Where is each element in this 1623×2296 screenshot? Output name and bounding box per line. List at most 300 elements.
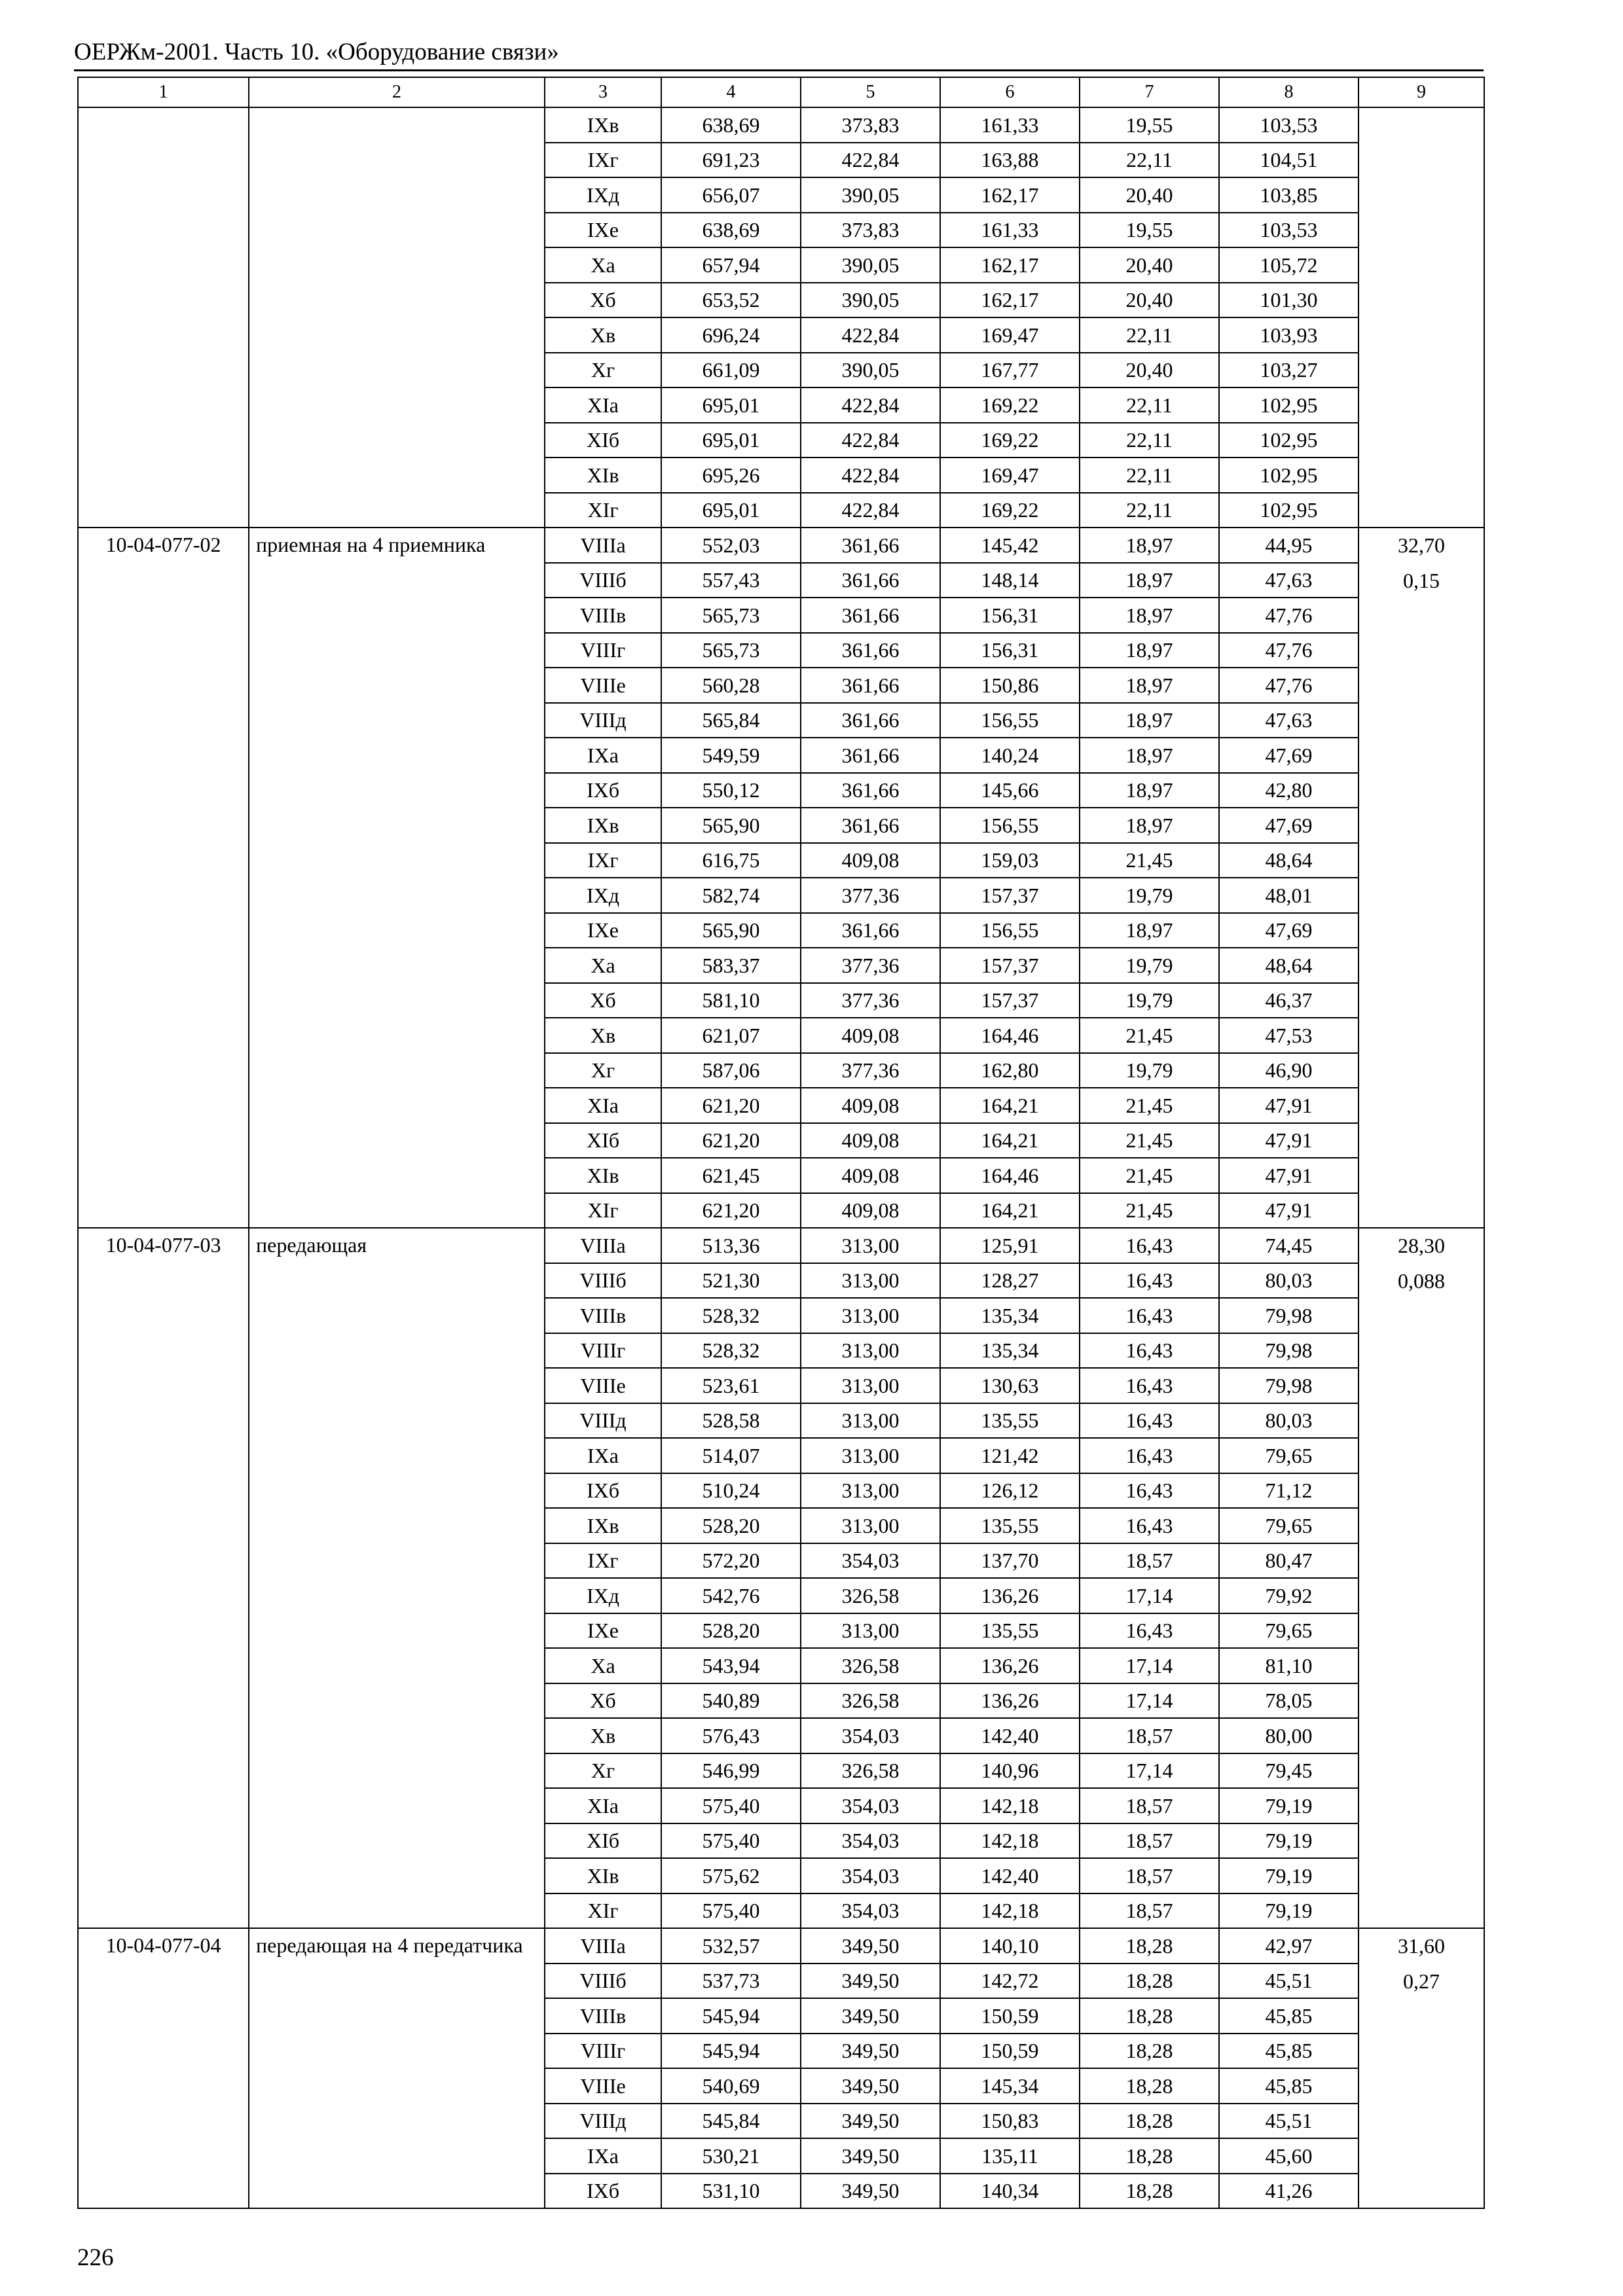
value-cell: 528,20 <box>661 1613 801 1649</box>
value-cell: 103,85 <box>1219 177 1359 213</box>
column-number: 3 <box>545 77 661 107</box>
value-cell: 47,63 <box>1219 563 1359 598</box>
value-cell: 18,97 <box>1080 668 1219 703</box>
value-cell: 126,12 <box>940 1473 1080 1509</box>
extra-value: 31,60 <box>1398 1934 1445 1958</box>
value-cell: 17,14 <box>1080 1578 1219 1613</box>
value-cell: 47,63 <box>1219 703 1359 738</box>
value-cell: 621,45 <box>661 1158 801 1193</box>
zone-cell: IXг <box>545 843 661 878</box>
value-cell: 162,17 <box>940 177 1080 213</box>
value-cell: 409,08 <box>801 1158 940 1193</box>
value-cell: 45,51 <box>1219 1964 1359 1999</box>
value-cell: 409,08 <box>801 843 940 878</box>
value-cell: 45,85 <box>1219 2068 1359 2104</box>
value-cell: 695,26 <box>661 457 801 493</box>
value-cell: 313,00 <box>801 1438 940 1473</box>
value-cell: 145,34 <box>940 2068 1080 2104</box>
value-cell: 523,61 <box>661 1368 801 1403</box>
value-cell: 130,63 <box>940 1368 1080 1403</box>
value-cell: 575,40 <box>661 1788 801 1823</box>
value-cell: 47,69 <box>1219 738 1359 773</box>
value-cell: 549,59 <box>661 738 801 773</box>
value-cell: 18,28 <box>1080 2138 1219 2174</box>
value-cell: 576,43 <box>661 1718 801 1753</box>
value-cell: 422,84 <box>801 423 940 458</box>
value-cell: 47,53 <box>1219 1018 1359 1053</box>
value-cell: 326,58 <box>801 1753 940 1789</box>
value-cell: 377,36 <box>801 1053 940 1088</box>
value-cell: 532,57 <box>661 1928 801 1964</box>
value-cell: 361,66 <box>801 738 940 773</box>
column-numbers-row <box>78 77 1484 107</box>
value-cell: 103,27 <box>1219 353 1359 388</box>
value-cell: 156,55 <box>940 913 1080 948</box>
value-cell: 21,45 <box>1080 1123 1219 1158</box>
value-cell: 142,18 <box>940 1893 1080 1929</box>
zone-cell: IXв <box>545 808 661 843</box>
value-cell: 79,19 <box>1219 1893 1359 1929</box>
value-cell: 102,95 <box>1219 457 1359 493</box>
value-cell: 18,57 <box>1080 1718 1219 1753</box>
value-cell: 47,91 <box>1219 1193 1359 1229</box>
value-cell: 79,65 <box>1219 1508 1359 1543</box>
value-cell: 102,95 <box>1219 387 1359 423</box>
zone-cell: Xв <box>545 317 661 353</box>
zone-cell: IXа <box>545 738 661 773</box>
zone-cell: VIIIг <box>545 1333 661 1369</box>
rates-table <box>77 77 1485 2209</box>
value-cell: 20,40 <box>1080 283 1219 318</box>
value-cell: 587,06 <box>661 1053 801 1088</box>
page-number: 226 <box>77 2244 114 2271</box>
value-cell: 552,03 <box>661 528 801 563</box>
zone-cell: VIIIе <box>545 2068 661 2104</box>
value-cell: 583,37 <box>661 948 801 983</box>
value-cell: 575,40 <box>661 1823 801 1859</box>
table-body <box>78 77 1484 2208</box>
value-cell: 565,73 <box>661 598 801 633</box>
value-cell: 349,50 <box>801 1928 940 1964</box>
value-cell: 148,14 <box>940 563 1080 598</box>
value-cell: 528,58 <box>661 1403 801 1439</box>
value-cell: 18,97 <box>1080 633 1219 668</box>
value-cell: 22,11 <box>1080 493 1219 528</box>
zone-cell: VIIIб <box>545 563 661 598</box>
value-cell: 163,88 <box>940 143 1080 178</box>
value-cell: 565,90 <box>661 808 801 843</box>
value-cell: 377,36 <box>801 948 940 983</box>
value-cell: 162,80 <box>940 1053 1080 1088</box>
value-cell: 45,51 <box>1219 2104 1359 2139</box>
value-cell: 136,26 <box>940 1578 1080 1613</box>
zone-cell: XIб <box>545 1823 661 1859</box>
value-cell: 18,97 <box>1080 738 1219 773</box>
value-cell: 409,08 <box>801 1018 940 1053</box>
value-cell: 361,66 <box>801 668 940 703</box>
value-cell: 20,40 <box>1080 353 1219 388</box>
value-cell: 19,55 <box>1080 107 1219 143</box>
value-cell: 18,97 <box>1080 703 1219 738</box>
zone-cell: IXг <box>545 1543 661 1579</box>
zone-cell: XIв <box>545 1858 661 1893</box>
value-cell: 18,57 <box>1080 1858 1219 1893</box>
value-cell: 79,98 <box>1219 1298 1359 1333</box>
value-cell: 17,14 <box>1080 1753 1219 1789</box>
zone-cell: Xб <box>545 1683 661 1719</box>
value-cell: 22,11 <box>1080 143 1219 178</box>
value-cell: 653,52 <box>661 283 801 318</box>
value-cell: 313,00 <box>801 1403 940 1439</box>
zone-cell: VIIIг <box>545 2034 661 2069</box>
value-cell: 545,94 <box>661 2034 801 2069</box>
value-cell: 102,95 <box>1219 423 1359 458</box>
value-cell: 349,50 <box>801 2034 940 2069</box>
value-cell: 530,21 <box>661 2138 801 2174</box>
value-cell: 537,73 <box>661 1964 801 1999</box>
value-cell: 22,11 <box>1080 387 1219 423</box>
value-cell: 45,60 <box>1219 2138 1359 2174</box>
value-cell: 565,84 <box>661 703 801 738</box>
value-cell: 21,45 <box>1080 1088 1219 1123</box>
extra-value: 0,088 <box>1398 1268 1445 1293</box>
value-cell: 47,91 <box>1219 1158 1359 1193</box>
value-cell: 161,33 <box>940 107 1080 143</box>
value-cell: 540,89 <box>661 1683 801 1719</box>
value-cell: 18,28 <box>1080 1964 1219 1999</box>
value-cell: 18,28 <box>1080 2034 1219 2069</box>
value-cell: 16,43 <box>1080 1263 1219 1299</box>
value-cell: 521,30 <box>661 1263 801 1299</box>
value-cell: 18,28 <box>1080 1998 1219 2034</box>
value-cell: 71,12 <box>1219 1473 1359 1509</box>
value-cell: 361,66 <box>801 808 940 843</box>
zone-cell: IXб <box>545 773 661 808</box>
value-cell: 18,28 <box>1080 2174 1219 2209</box>
value-cell: 150,83 <box>940 2104 1080 2139</box>
value-cell: 103,93 <box>1219 317 1359 353</box>
value-cell: 137,70 <box>940 1543 1080 1579</box>
value-cell: 543,94 <box>661 1648 801 1683</box>
value-cell: 136,26 <box>940 1683 1080 1719</box>
value-cell: 510,24 <box>661 1473 801 1509</box>
value-cell: 354,03 <box>801 1788 940 1823</box>
value-cell: 16,43 <box>1080 1403 1219 1439</box>
value-cell: 16,43 <box>1080 1613 1219 1649</box>
value-cell: 18,97 <box>1080 598 1219 633</box>
column-number: 7 <box>1080 77 1219 107</box>
value-cell: 18,57 <box>1080 1788 1219 1823</box>
value-cell: 140,34 <box>940 2174 1080 2209</box>
value-cell: 18,97 <box>1080 563 1219 598</box>
value-cell: 136,26 <box>940 1648 1080 1683</box>
value-cell: 41,26 <box>1219 2174 1359 2209</box>
value-cell: 16,43 <box>1080 1228 1219 1263</box>
value-cell: 560,28 <box>661 668 801 703</box>
value-cell: 20,40 <box>1080 177 1219 213</box>
column-number: 9 <box>1359 77 1484 107</box>
value-cell: 48,64 <box>1219 843 1359 878</box>
value-cell: 390,05 <box>801 283 940 318</box>
value-cell: 80,03 <box>1219 1403 1359 1439</box>
extra-value: 32,70 <box>1398 533 1445 557</box>
value-cell: 157,37 <box>940 983 1080 1018</box>
value-cell: 19,79 <box>1080 878 1219 913</box>
value-cell: 17,14 <box>1080 1648 1219 1683</box>
zone-cell: IXд <box>545 177 661 213</box>
value-cell: 44,95 <box>1219 528 1359 563</box>
value-cell: 42,97 <box>1219 1928 1359 1964</box>
value-cell: 390,05 <box>801 247 940 283</box>
value-cell: 354,03 <box>801 1823 940 1859</box>
value-cell: 142,40 <box>940 1858 1080 1893</box>
value-cell: 349,50 <box>801 2138 940 2174</box>
value-cell: 150,59 <box>940 2034 1080 2069</box>
zone-cell: Xг <box>545 353 661 388</box>
value-cell: 79,19 <box>1219 1858 1359 1893</box>
value-cell: 349,50 <box>801 2174 940 2209</box>
value-cell: 695,01 <box>661 387 801 423</box>
value-cell: 18,28 <box>1080 2104 1219 2139</box>
column-number: 1 <box>78 77 249 107</box>
zone-cell: IXа <box>545 1438 661 1473</box>
column-number: 2 <box>249 77 545 107</box>
value-cell: 373,83 <box>801 107 940 143</box>
value-cell: 361,66 <box>801 598 940 633</box>
zone-cell: VIIIе <box>545 668 661 703</box>
value-cell: 164,46 <box>940 1018 1080 1053</box>
value-cell: 150,59 <box>940 1998 1080 2034</box>
value-cell: 103,53 <box>1219 213 1359 248</box>
value-cell: 79,65 <box>1219 1438 1359 1473</box>
zone-cell: XIг <box>545 1193 661 1229</box>
value-cell: 638,69 <box>661 107 801 143</box>
value-cell: 361,66 <box>801 633 940 668</box>
zone-cell: XIа <box>545 1788 661 1823</box>
zone-cell: XIв <box>545 457 661 493</box>
value-cell: 616,75 <box>661 843 801 878</box>
value-cell: 78,05 <box>1219 1683 1359 1719</box>
zone-cell: VIIIв <box>545 1298 661 1333</box>
value-cell: 79,19 <box>1219 1823 1359 1859</box>
value-cell: 79,45 <box>1219 1753 1359 1789</box>
rate-name: передающая <box>249 1228 545 1928</box>
rate-name: приемная на 4 приемника <box>249 528 545 1228</box>
value-cell: 326,58 <box>801 1578 940 1613</box>
value-cell: 621,07 <box>661 1018 801 1053</box>
value-cell: 22,11 <box>1080 317 1219 353</box>
value-cell: 47,69 <box>1219 808 1359 843</box>
value-cell: 661,09 <box>661 353 801 388</box>
column-number: 8 <box>1219 77 1359 107</box>
value-cell: 145,42 <box>940 528 1080 563</box>
value-cell: 18,28 <box>1080 2068 1219 2104</box>
value-cell: 540,69 <box>661 2068 801 2104</box>
extra-value: 28,30 <box>1398 1234 1445 1257</box>
value-cell: 22,11 <box>1080 423 1219 458</box>
table-row <box>78 1928 1484 1964</box>
value-cell: 18,97 <box>1080 808 1219 843</box>
zone-cell: IXг <box>545 143 661 178</box>
value-cell: 313,00 <box>801 1368 940 1403</box>
value-cell: 621,20 <box>661 1123 801 1158</box>
value-cell: 575,62 <box>661 1858 801 1893</box>
value-cell: 104,51 <box>1219 143 1359 178</box>
extra-values <box>1359 1928 1484 2208</box>
value-cell: 528,20 <box>661 1508 801 1543</box>
value-cell: 313,00 <box>801 1613 940 1649</box>
rate-name: передающая на 4 передатчика <box>249 1928 545 2208</box>
value-cell: 105,72 <box>1219 247 1359 283</box>
zone-cell: VIIIг <box>545 633 661 668</box>
rate-name <box>249 107 545 528</box>
value-cell: 45,85 <box>1219 2034 1359 2069</box>
value-cell: 18,97 <box>1080 913 1219 948</box>
value-cell: 21,45 <box>1080 843 1219 878</box>
zone-cell: VIIIа <box>545 528 661 563</box>
extra-value: 0,15 <box>1403 568 1440 592</box>
value-cell: 361,66 <box>801 563 940 598</box>
value-cell: 79,19 <box>1219 1788 1359 1823</box>
value-cell: 150,86 <box>940 668 1080 703</box>
value-cell: 565,90 <box>661 913 801 948</box>
table-row <box>78 107 1484 143</box>
value-cell: 157,37 <box>940 948 1080 983</box>
value-cell: 140,96 <box>940 1753 1080 1789</box>
zone-cell: Xа <box>545 1648 661 1683</box>
value-cell: 422,84 <box>801 493 940 528</box>
value-cell: 156,55 <box>940 808 1080 843</box>
value-cell: 22,11 <box>1080 457 1219 493</box>
rate-code: 10-04-077-04 <box>78 1928 249 2208</box>
value-cell: 422,84 <box>801 317 940 353</box>
value-cell: 169,47 <box>940 317 1080 353</box>
value-cell: 161,33 <box>940 213 1080 248</box>
zone-cell: IXв <box>545 107 661 143</box>
value-cell: 80,47 <box>1219 1543 1359 1579</box>
value-cell: 20,40 <box>1080 247 1219 283</box>
value-cell: 156,31 <box>940 598 1080 633</box>
value-cell: 81,10 <box>1219 1648 1359 1683</box>
value-cell: 354,03 <box>801 1543 940 1579</box>
value-cell: 409,08 <box>801 1123 940 1158</box>
value-cell: 48,01 <box>1219 878 1359 913</box>
value-cell: 16,43 <box>1080 1438 1219 1473</box>
value-cell: 16,43 <box>1080 1333 1219 1369</box>
value-cell: 125,91 <box>940 1228 1080 1263</box>
value-cell: 377,36 <box>801 983 940 1018</box>
zone-cell: Xа <box>545 247 661 283</box>
value-cell: 47,91 <box>1219 1123 1359 1158</box>
value-cell: 621,20 <box>661 1088 801 1123</box>
value-cell: 513,36 <box>661 1228 801 1263</box>
value-cell: 528,32 <box>661 1298 801 1333</box>
value-cell: 128,27 <box>940 1263 1080 1299</box>
value-cell: 142,40 <box>940 1718 1080 1753</box>
value-cell: 80,00 <box>1219 1718 1359 1753</box>
value-cell: 545,84 <box>661 2104 801 2139</box>
zone-cell: Xв <box>545 1718 661 1753</box>
value-cell: 18,57 <box>1080 1543 1219 1579</box>
value-cell: 21,45 <box>1080 1158 1219 1193</box>
value-cell: 354,03 <box>801 1858 940 1893</box>
zone-cell: Xг <box>545 1053 661 1088</box>
value-cell: 16,43 <box>1080 1508 1219 1543</box>
zone-cell: Xв <box>545 1018 661 1053</box>
zone-cell: VIIIд <box>545 1403 661 1439</box>
value-cell: 164,21 <box>940 1088 1080 1123</box>
value-cell: 142,18 <box>940 1823 1080 1859</box>
value-cell: 156,55 <box>940 703 1080 738</box>
value-cell: 101,30 <box>1219 283 1359 318</box>
value-cell: 162,17 <box>940 283 1080 318</box>
value-cell: 528,32 <box>661 1333 801 1369</box>
value-cell: 135,55 <box>940 1613 1080 1649</box>
value-cell: 349,50 <box>801 1998 940 2034</box>
value-cell: 18,97 <box>1080 528 1219 563</box>
value-cell: 46,37 <box>1219 983 1359 1018</box>
table-row <box>78 1228 1484 1263</box>
value-cell: 164,46 <box>940 1158 1080 1193</box>
value-cell: 140,10 <box>940 1928 1080 1964</box>
value-cell: 695,01 <box>661 493 801 528</box>
value-cell: 135,55 <box>940 1403 1080 1439</box>
value-cell: 550,12 <box>661 773 801 808</box>
zone-cell: XIб <box>545 1123 661 1158</box>
value-cell: 422,84 <box>801 387 940 423</box>
value-cell: 691,23 <box>661 143 801 178</box>
value-cell: 102,95 <box>1219 493 1359 528</box>
value-cell: 169,22 <box>940 423 1080 458</box>
value-cell: 80,03 <box>1219 1263 1359 1299</box>
value-cell: 313,00 <box>801 1228 940 1263</box>
value-cell: 313,00 <box>801 1298 940 1333</box>
value-cell: 313,00 <box>801 1263 940 1299</box>
rate-code <box>78 107 249 528</box>
value-cell: 18,28 <box>1080 1928 1219 1964</box>
value-cell: 18,97 <box>1080 773 1219 808</box>
extra-value: 0,27 <box>1403 1969 1440 1993</box>
zone-cell: VIIIд <box>545 703 661 738</box>
column-number: 5 <box>801 77 940 107</box>
value-cell: 164,21 <box>940 1123 1080 1158</box>
value-cell: 47,69 <box>1219 913 1359 948</box>
value-cell: 74,45 <box>1219 1228 1359 1263</box>
value-cell: 349,50 <box>801 1964 940 1999</box>
value-cell: 565,73 <box>661 633 801 668</box>
value-cell: 159,03 <box>940 843 1080 878</box>
value-cell: 361,66 <box>801 528 940 563</box>
value-cell: 21,45 <box>1080 1018 1219 1053</box>
value-cell: 79,92 <box>1219 1578 1359 1613</box>
value-cell: 546,99 <box>661 1753 801 1789</box>
zone-cell: IXб <box>545 2174 661 2209</box>
column-number: 6 <box>940 77 1080 107</box>
value-cell: 19,79 <box>1080 1053 1219 1088</box>
value-cell: 167,77 <box>940 353 1080 388</box>
value-cell: 638,69 <box>661 213 801 248</box>
extra-values <box>1359 107 1484 528</box>
value-cell: 45,85 <box>1219 1998 1359 2034</box>
value-cell: 19,55 <box>1080 213 1219 248</box>
value-cell: 361,66 <box>801 703 940 738</box>
zone-cell: IXд <box>545 1578 661 1613</box>
value-cell: 621,20 <box>661 1193 801 1229</box>
value-cell: 557,43 <box>661 563 801 598</box>
value-cell: 135,34 <box>940 1333 1080 1369</box>
value-cell: 313,00 <box>801 1508 940 1543</box>
zone-cell: VIIIв <box>545 598 661 633</box>
